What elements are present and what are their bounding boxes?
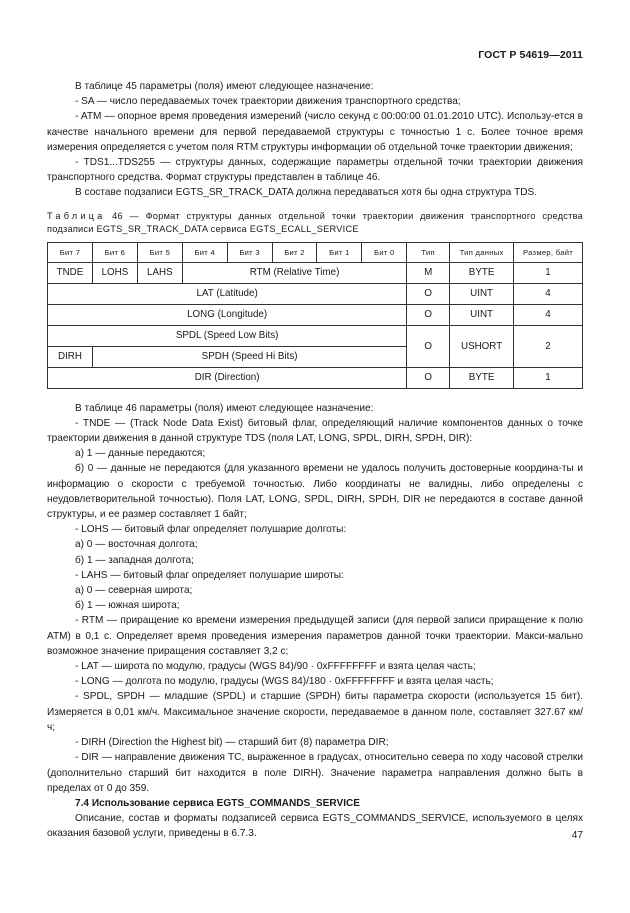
intro-para-4: - TDS1...TDS255 — структуры данных, содержащие параметры отдельной точки траектории движения транспортного средства. Формат структуры представлен в таблице 46. — [47, 157, 583, 184]
table-cell-spdl: SPDL (Speed Low Bits) — [48, 325, 407, 346]
desc-para-3: а) 1 — данные передаются; — [75, 448, 206, 460]
section-title: 7.4 Использование сервиса EGTS_COMMANDS_SERVICE — [75, 797, 361, 809]
table-header-cell: Бит 5 — [137, 242, 182, 262]
table-header-cell: Бит 4 — [182, 242, 227, 262]
table-row-lat — [48, 283, 583, 304]
table-cell-lohs: LOHS — [92, 262, 137, 283]
desc-para-2: - TNDE — (Track Node Data Exist) битовый флаг, определяющий наличие компонентов данных о точке траектории движения в данной структуре TDS (поля LAT, LONG, SPDL, DIRH, SPDH, DIR): — [47, 417, 583, 445]
desc-para-12: - LAT — широта по модулю, градусы (WGS 84)/90 · 0xFFFFFFFF и взята целая часть; — [75, 661, 476, 673]
table-cell-data-type: BYTE — [450, 367, 514, 388]
desc-para-13: - LONG — долгота по модулю, градусы (WGS 84)/180 · 0xFFFFFFFF и взята целая часть; — [75, 676, 494, 688]
intro-para-3: - ATM — опорное время проведения измерений (число секунд с 00:00:00 01.01.2010 UTC). Использу-ется в качестве начального времени для первой передаваемой структуры с точностью 1 с. Более точное время измерения определяется с учетом поля RTM структуры информации об отдельной точке траектории движения; — [47, 111, 583, 153]
document-id-header: ГОСТ Р 54619—2011 — [478, 49, 583, 61]
desc-para-10: б) 1 — южная широта; — [75, 600, 180, 612]
desc-para-4: б) 0 — данные не передаются (для указанного времени не удалось получить достоверные координа-ты и информацию о скорости с требуемой точностью. Либо координаты не валидны, либо определены с неудовлетворительной точностью). Поля LAT, LONG, SPDL, DIRH, SPDH, DIR не передаются в составе данной структуры, и ее размер составляет 1 байт; — [47, 463, 583, 521]
table-cell-spdh: SPDH (Speed Hi Bits) — [92, 346, 406, 367]
table-header-cell: Тип данных — [450, 242, 514, 262]
table-caption-label: Таблица — [47, 210, 106, 221]
table-header-cell: Размер, байт — [514, 242, 583, 262]
table-caption-text: 46 — Формат структуры данных отдельной точки траектории движения транспортного средства подзаписи EGTS_SR_TRACK_DATA сервиса EGTS_ECALL_SERVICE — [47, 210, 583, 234]
table-header-cell: Бит 1 — [317, 242, 362, 262]
table-row-tnde — [48, 262, 583, 283]
desc-para-8: - LAHS — битовый флаг определяет полушарие широты: — [75, 569, 344, 581]
table-cell-dir: DIR (Direction) — [48, 367, 407, 388]
table-cell-dirh: DIRH — [48, 346, 93, 367]
table-caption — [47, 210, 583, 236]
table-header-row — [48, 242, 583, 262]
table-cell-type: O — [407, 283, 450, 304]
table-cell-data-type: BYTE — [450, 262, 514, 283]
desc-para-9: а) 0 — северная широта; — [75, 585, 193, 597]
desc-para-5: - LOHS — битовый флаг определяет полушарие долготы: — [75, 524, 347, 536]
table-header-cell: Бит 0 — [362, 242, 407, 262]
table-cell-data-type: UINT — [450, 304, 514, 325]
table-cell-size: 1 — [514, 367, 583, 388]
table-cell-lahs: LAHS — [137, 262, 182, 283]
table-cell-size: 1 — [514, 262, 583, 283]
table-cell-type: M — [407, 262, 450, 283]
table-46 — [47, 242, 583, 389]
desc-para-15: - DIRH (Direction the Highest bit) — старший бит (8) параметра DIR; — [75, 737, 389, 749]
desc-para-14: - SPDL, SPDH — младшие (SPDL) и старшие (SPDH) биты параметра скорости (используется 15 бит). Измеряется в 0,01 км/ч. Максимальное значение скорости, передаваемое в данном поле, составляет 327.67 км/ч; — [47, 691, 583, 733]
table-header-cell: Бит 3 — [227, 242, 272, 262]
table-cell-type: O — [407, 367, 450, 388]
table-cell-tnde: TNDE — [48, 262, 93, 283]
desc-para-6: а) 0 — восточная долгота; — [75, 539, 198, 551]
intro-para-1: В таблице 45 параметры (поля) имеют следующее назначение: — [75, 81, 374, 92]
table-header-cell: Тип — [407, 242, 450, 262]
table-cell-type: O — [407, 325, 450, 367]
table-cell-data-type: UINT — [450, 283, 514, 304]
table-cell-data-type: USHORT — [450, 325, 514, 367]
table-header-cell: Бит 2 — [272, 242, 317, 262]
desc-para-11: - RTM — приращение ко времени измерения предыдущей записи (для первой записи приращение к полю ATM) в 0,1 с. Определяет время проведения измерения параметров данной точки траектории. Макси-мально возможное значение приращения составляет 3,2 с; — [47, 615, 583, 657]
intro-para-2: - SA — число передаваемых точек траектории движения транспортного средства; — [75, 96, 461, 108]
table-row-spdl — [48, 325, 583, 346]
table-cell-size: 2 — [514, 325, 583, 367]
desc-para-16: - DIR — направление движения ТС, выраженное в градусах, относительно севера по ходу часовой стрелки (дополнительно старший бит находится в поле DIRH). Значение параметра направления должно быть в пределах от 0 до 359. — [47, 752, 583, 794]
table-header-cell: Бит 6 — [92, 242, 137, 262]
desc-para-7: б) 1 — западная долгота; — [75, 554, 194, 566]
page-body — [47, 79, 583, 842]
table-row-long — [48, 304, 583, 325]
table-header-cell: Бит 7 — [48, 242, 93, 262]
page-number: 47 — [571, 830, 583, 841]
section-text: Описание, состав и форматы подзаписей сервиса EGTS_COMMANDS_SERVICE, используемого в целях оказания базовой услуги, приведены в 6.7.3. — [47, 813, 583, 840]
table-row-dir — [48, 367, 583, 388]
desc-para-1: В таблице 46 параметры (поля) имеют следующее назначение: — [75, 402, 374, 414]
table-cell-size: 4 — [514, 283, 583, 304]
intro-para-5: В составе подзаписи EGTS_SR_TRACK_DATA должна передаваться хотя бы одна структура TDS. — [75, 187, 538, 199]
table-cell-type: O — [407, 304, 450, 325]
table-cell-lat: LAT (Latitude) — [48, 283, 407, 304]
table-cell-size: 4 — [514, 304, 583, 325]
table-cell-long: LONG (Longitude) — [48, 304, 407, 325]
table-cell-rtm: RTM (Relative Time) — [182, 262, 406, 283]
